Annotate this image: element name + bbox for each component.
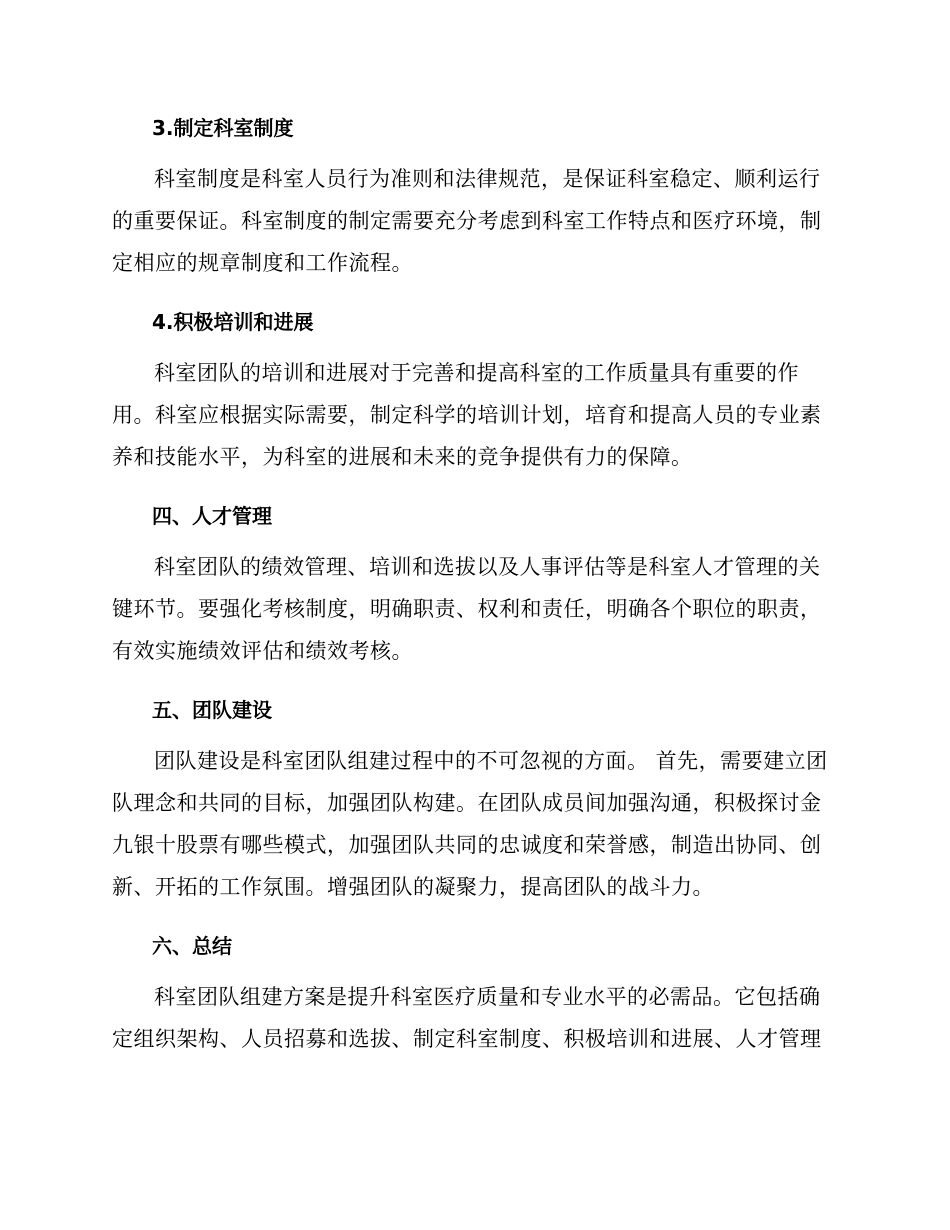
section-heading: 4.积极培训和进展 (152, 310, 314, 334)
paragraph-line: 定相应的规章制度和工作流程。 (112, 251, 413, 275)
paragraph-line: 团队建设是科室团队组建过程中的不可忽视的方面。 首先，需要建立团 (154, 749, 828, 773)
section-paragraph (112, 976, 832, 1060)
paragraph-line: 科室团队组建方案是提升科室医疗质量和专业水平的必需品。它包括确 (154, 985, 821, 1009)
paragraph-line: 用。科室应根据实际需要，制定科学的培训计划，培育和提高人员的专业素 (112, 403, 822, 427)
section-paragraph (112, 546, 832, 672)
paragraph-line: 新、开拓的工作氛围。增强团队的凝聚力，提高团队的战斗力。 (112, 875, 714, 899)
paragraph-line: 定组织架构、人员招募和选拔、制定科室制度、积极培训和进展、人才管理 (112, 1027, 822, 1051)
section-tuandui-jianshe (112, 690, 832, 908)
paragraph-line: 科室制度是科室人员行为准则和法律规范，是保证科室稳定、顺利运行 (154, 167, 821, 191)
section-paragraph (112, 740, 832, 908)
paragraph-line: 科室团队的绩效管理、培训和选拔以及人事评估等是科室人才管理的关 (154, 555, 821, 579)
paragraph-line: 有效实施绩效评估和绩效考核。 (112, 639, 413, 663)
section-zongjie (112, 926, 832, 1060)
paragraph-line: 队理念和共同的目标，加强团队构建。在团队成员间加强沟通，积极探讨金 (112, 791, 822, 815)
paragraph-line: 养和技能水平，为科室的进展和未来的竞争提供有力的保障。 (112, 445, 693, 469)
section-heading: 五、团队建设 (152, 698, 272, 722)
section-heading: 四、人才管理 (152, 504, 272, 528)
section-heading: 六、总结 (152, 934, 232, 958)
section-paragraph (112, 352, 832, 478)
paragraph-line: 的重要保证。科室制度的制定需要充分考虑到科室工作特点和医疗环境，制 (112, 209, 822, 233)
section-paragraph (112, 158, 832, 284)
document-body (112, 108, 832, 1078)
section-heading: 3.制定科室制度 (152, 116, 294, 140)
section-zhiding-keshi-zhidu (112, 108, 832, 284)
paragraph-line: 九银十股票有哪些模式，加强团队共同的忠诚度和荣誉感，制造出协同、创 (112, 833, 822, 857)
paragraph-line: 键环节。要强化考核制度，明确职责、权利和责任，明确各个职位的职责， (112, 597, 822, 621)
section-rencai-guanli (112, 496, 832, 672)
paragraph-line: 科室团队的培训和进展对于完善和提高科室的工作质量具有重要的作 (154, 361, 799, 385)
section-jiji-peixun (112, 302, 832, 478)
